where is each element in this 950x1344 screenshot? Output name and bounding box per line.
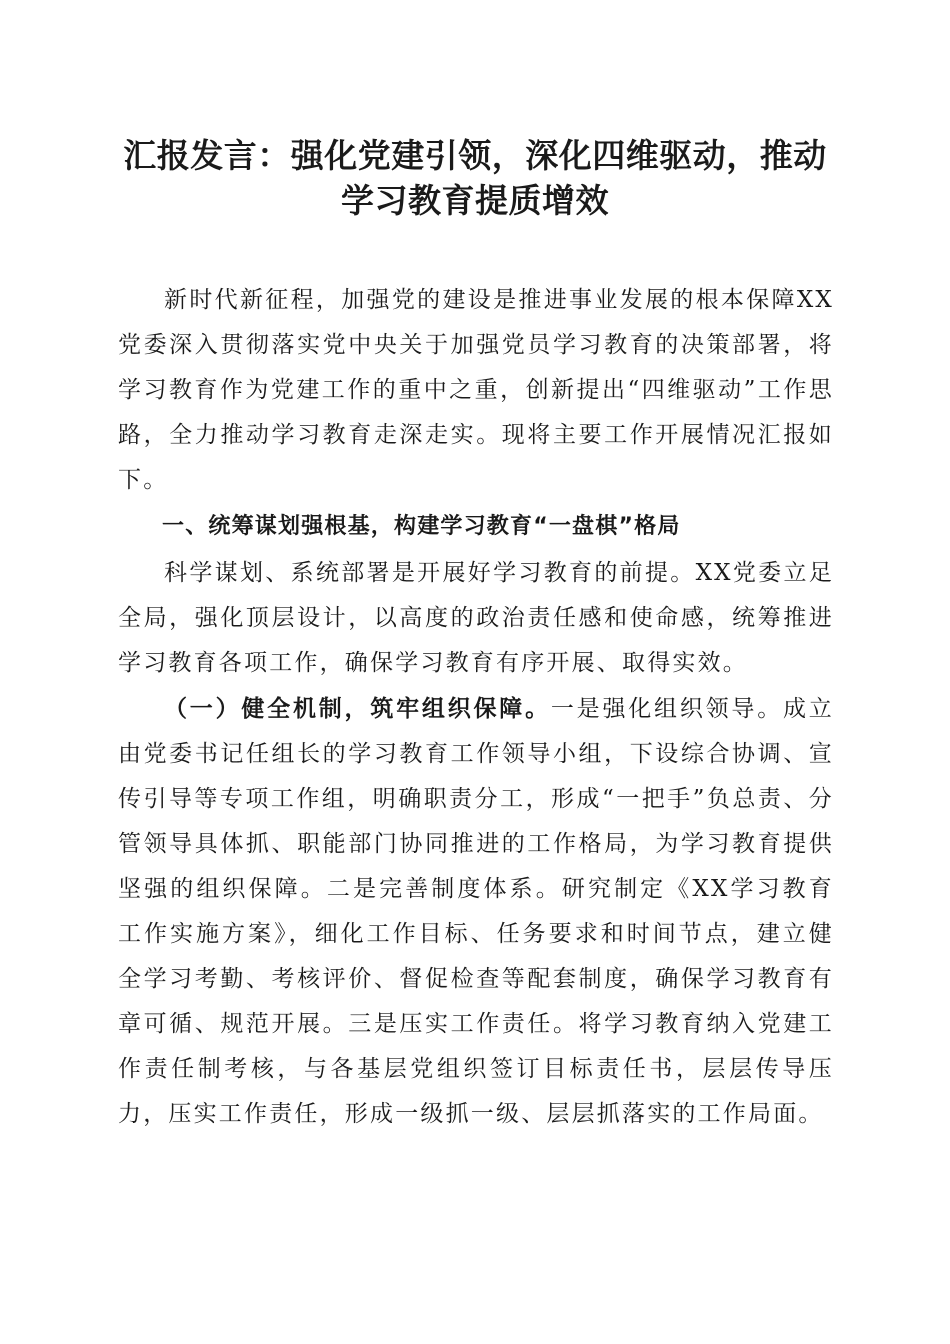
subsection-1-paragraph: [118, 686, 834, 1137]
subsection-heading-1: （一）健全机制，筑牢组织保障。: [164, 695, 551, 722]
subsection-1-text: 一是强化组织领导。成立由党委书记任组长的学习教育工作领导小组，下设综合协调、宣传引导等专项工作组，明确职责分工，形成“一把手”负总责、分管领导具体抓、职能部门协同推进的工作格局，为学习教育提供坚强的组织保障。二是完善制度体系。研究制定《XX学习教育工作实施方案》，细化工作目标、任务要求和时间节点，建立健全学习考勤、考核评价、督促检查等配套制度，确保学习教育有章可循、规范开展。三是压实工作责任。将学习教育纳入党建工作责任制考核，与各基层党组织签订目标责任书，层层传导压力，压实工作责任，形成一级抓一级、层层抓落实的工作局面。: [118, 696, 835, 1127]
section-heading-1: 一、统筹谋划强根基，构建学习教育“一盘棋”格局: [162, 514, 681, 539]
document-title: 汇报发言：强化党建引领，深化四维驱动，推动学习教育提质增效: [123, 136, 827, 220]
document-body: [118, 278, 834, 1137]
section-1-paragraph: 科学谋划、系统部署是开展好学习教育的前提。XX党委立足全局，强化顶层设计，以高度的政治责任感和使命感，统筹推进学习教育各项工作，确保学习教育有序开展、取得实效。: [118, 560, 834, 676]
intro-paragraph: 新时代新征程，加强党的建设是推进事业发展的根本保障XX党委深入贯彻落实党中央关于加强党员学习教育的决策部署，将学习教育作为党建工作的重中之重，创新提出“四维驱动”工作思路，全力推动学习教育走深走实。现将主要工作开展情况汇报如下。: [118, 287, 834, 493]
